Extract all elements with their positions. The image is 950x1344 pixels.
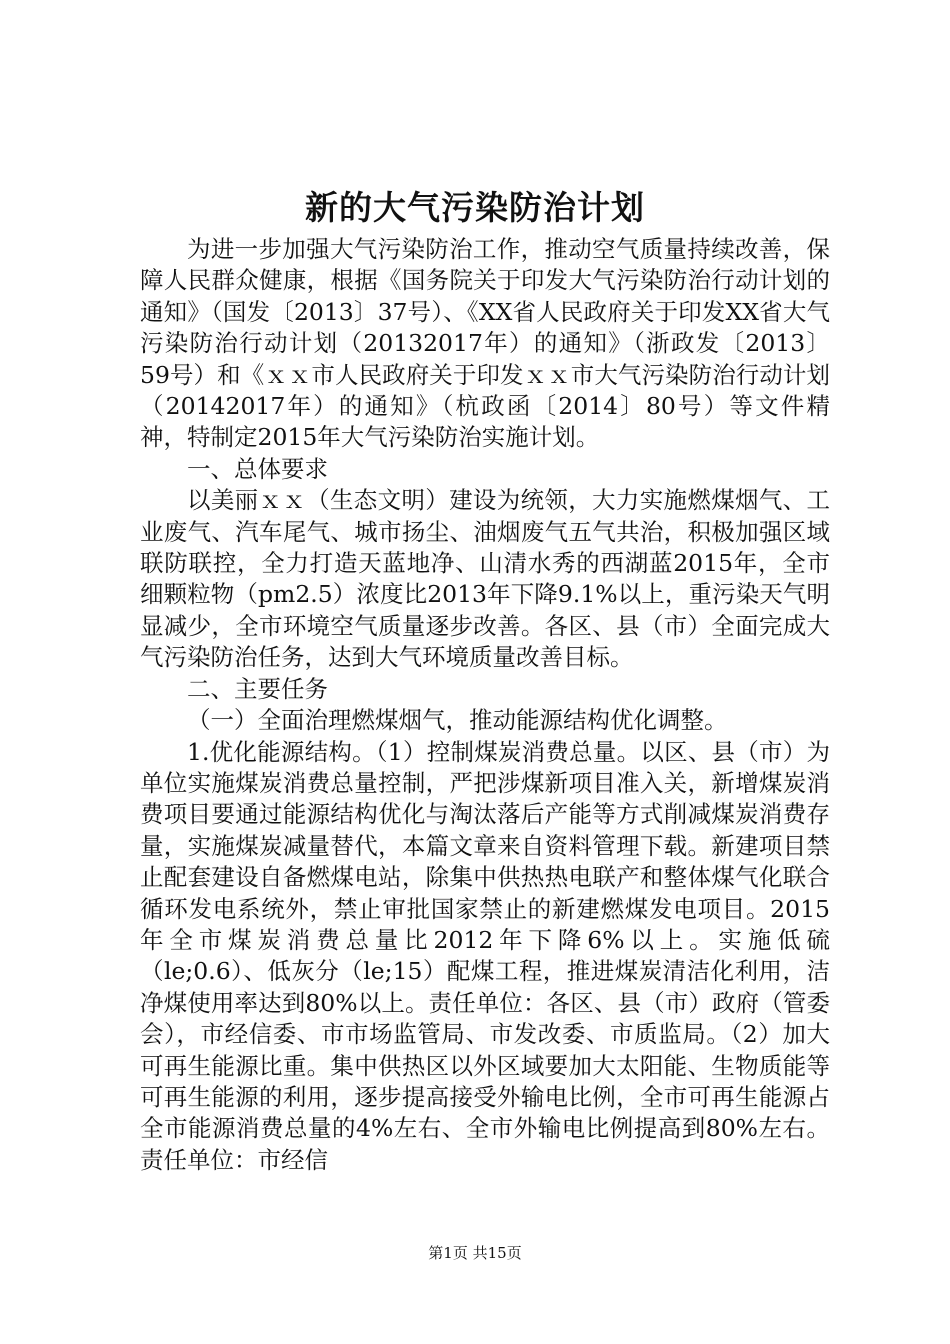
section-heading-main-tasks: 二、主要任务	[187, 674, 328, 703]
paragraph-general-requirements: 以美丽ｘｘ（生态文明）建设为统领，大力实施燃煤烟气、工业废气、汽车尾气、城市扬尘、油烟废气五气共治，积极加强区域联防联控，全力打造天蓝地净、山清水秀的西湖蓝2015年，全市细颗粒物（pm2.5）浓度比2013年下降9.1%以上，重污染天气明显减少，全市环境空气质量逐步改善。各区、县（市）全面完成大气污染防治任务，达到大气环境质量改善目标。	[140, 486, 830, 672]
page-number-footer: 第1页 共15页	[428, 1244, 522, 1262]
paragraph-intro: 为进一步加强大气污染防治工作，推动空气质量持续改善，保障人民群众健康，根据《国务院关于印发大气污染防治行动计划的通知》（国发〔2013〕37号）、《XX省人民政府关于印发XX省大气污染防治行动计划（20132017年）的通知》（浙政发〔2013〕59号）和《ｘｘ市人民政府关于印发ｘｘ市大气污染防治行动计划（20142017年）的通知》（杭政函〔2014〕80号）等文件精神，特制定2015年大气污染防治实施计划。	[140, 235, 830, 452]
document-title: 新的大气污染防治计划	[305, 188, 645, 227]
subsection-heading-coal-smoke: （一）全面治理燃煤烟气，推动能源结构优化调整。	[187, 706, 728, 735]
document-body	[140, 234, 830, 1176]
paragraph-energy-structure: 1.优化能源结构。（1）控制煤炭消费总量。以区、县（市）为单位实施煤炭消费总量控制，严把涉煤新项目准入关，新增煤炭消费项目要通过能源结构优化与淘汰落后产能等方式削减煤炭消费存量，实施煤炭减量替代，本篇文章来自资料管理下载。新建项目禁止配套建设自备燃煤电站，除集中供热热电联产和整体煤气化联合循环发电系统外，禁止审批国家禁止的新建燃煤发电项目。2015年全市煤炭消费总量比2012年下降6%以上。实施低硫（le;0.6）、低灰分（le;15）配煤工程，推进煤炭清洁化利用，洁净煤使用率达到80%以上。责任单位：各区、县（市）政府（管委会），市经信委、市市场监管局、市发改委、市质监局。（2）加大可再生能源比重。集中供热区以外区域要加大太阳能、生物质能等可再生能源的利用，逐步提高接受外输电比例，全市可再生能源占全市能源消费总量的4%左右、全市外输电比例提高到80%左右。责任单位：市经信	[140, 737, 830, 1174]
section-heading-general-requirements: 一、总体要求	[187, 454, 328, 483]
